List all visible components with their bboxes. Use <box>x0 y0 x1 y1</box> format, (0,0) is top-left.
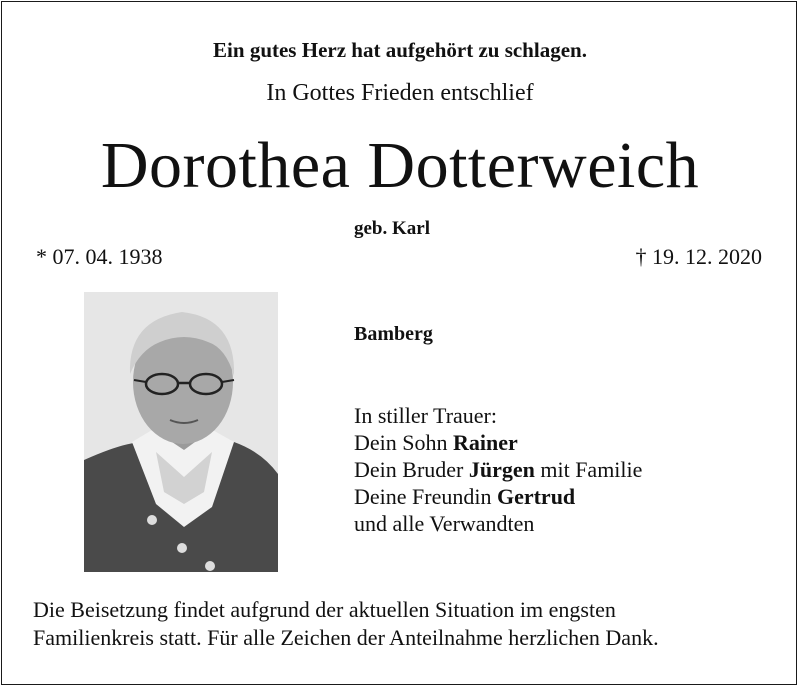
mourner-name: Jürgen <box>468 457 535 482</box>
mourner-line: Dein Sohn Rainer <box>354 430 518 455</box>
mourners-list <box>354 402 642 537</box>
place-name: Bamberg <box>354 323 433 345</box>
mourner-line: Deine Freundin Gertrud <box>354 484 576 509</box>
closing-text <box>33 596 659 652</box>
mourners-heading: In stiller Trauer: <box>354 403 497 428</box>
closing-line: Die Beisetzung findet aufgrund der aktuellen Situation im engsten <box>33 597 616 622</box>
deceased-name: Dorothea Dotterweich <box>100 129 700 202</box>
headline: Ein gutes Herz hat aufgehört zu schlagen. <box>213 38 587 62</box>
mourner-name: Rainer <box>453 430 518 455</box>
mourner-line: und alle Verwandten <box>354 511 535 536</box>
birth-date: * 07. 04. 1938 <box>36 244 163 269</box>
maiden-name: geb. Karl <box>354 218 430 239</box>
intro-text: In Gottes Frieden entschlief <box>266 80 534 106</box>
closing-line: Familienkreis statt. Für alle Zeichen der Anteilnahme herzlichen Dank. <box>33 625 659 650</box>
portrait-photo <box>84 292 278 572</box>
death-date: † 19. 12. 2020 <box>635 244 762 269</box>
mourner-line: Dein Bruder Jürgen mit Familie <box>354 457 643 482</box>
mourner-name: Gertrud <box>496 484 576 509</box>
